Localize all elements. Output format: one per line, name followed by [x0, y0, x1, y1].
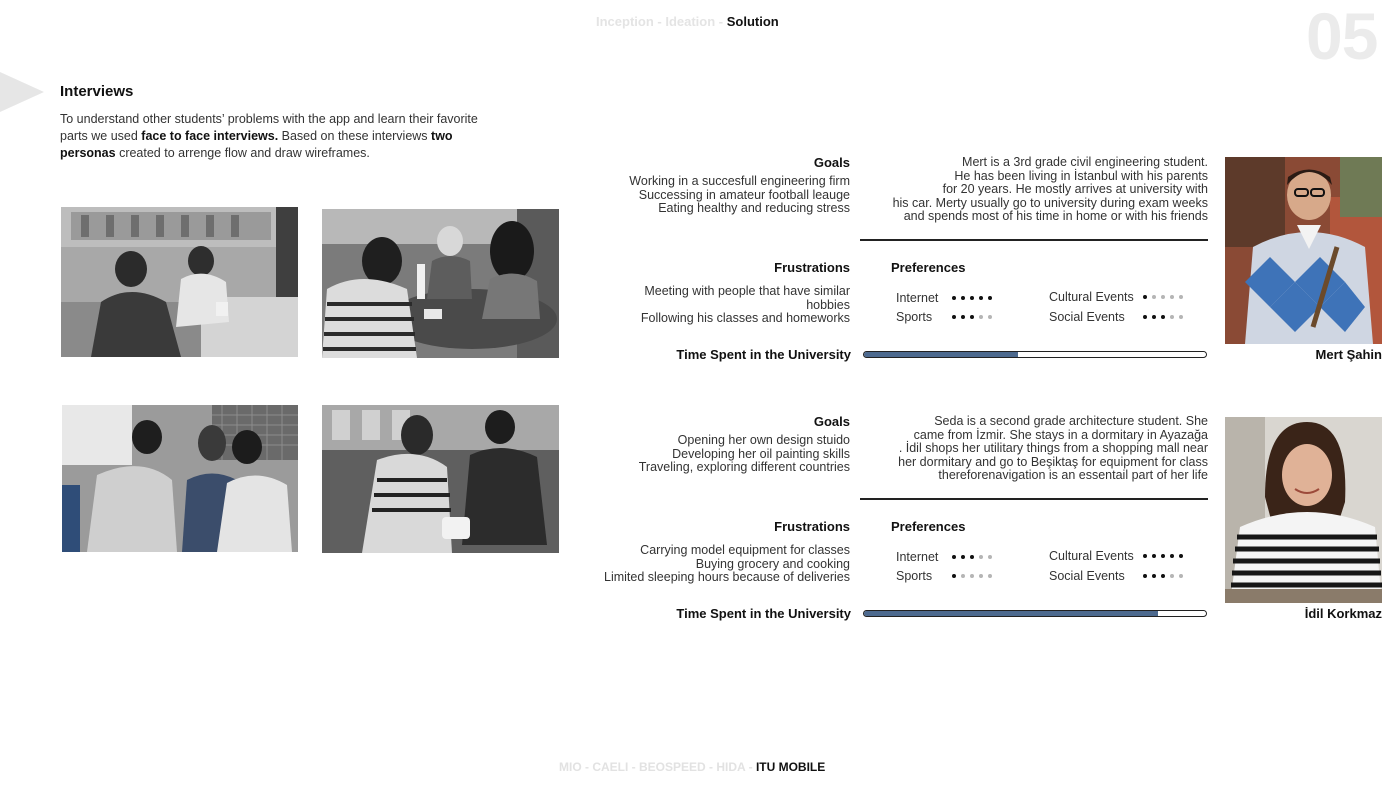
persona-2-divider [860, 498, 1208, 500]
rating-dot-empty [1179, 574, 1183, 578]
rating-dots [952, 574, 992, 578]
goal-item: Traveling, exploring different countries [638, 460, 850, 475]
goal-item: Working in a succesfull engineering firm [629, 174, 850, 188]
interview-photo-3 [62, 405, 298, 552]
persona-1-pref-social [1049, 310, 1183, 324]
persona-2-photo [1225, 417, 1382, 603]
pref-label: Social Events [1049, 569, 1125, 583]
pref-label: Social Events [1049, 310, 1125, 324]
rating-dot-filled [961, 296, 965, 300]
breadcrumb-separator: - [653, 14, 666, 29]
bio-line: He has been living in İstanbul with his parents [954, 168, 1208, 183]
frustration-item: Meeting with people that have similar [644, 284, 850, 298]
rating-dot-filled [1161, 315, 1165, 319]
rating-dot-filled [1161, 554, 1165, 558]
bio-line: and spends most of his time in home or with his friends [903, 209, 1208, 224]
persona-1-time-label: Time Spent in the University [676, 347, 851, 362]
pref-label: Sports [896, 310, 933, 324]
breadcrumb-separator: - [715, 14, 727, 29]
nav-separator: - [745, 760, 756, 774]
frustration-item: hobbies [806, 297, 850, 312]
rating-dot-filled [1143, 554, 1147, 558]
rating-dots [1143, 295, 1183, 299]
rating-dots [1143, 554, 1183, 558]
bio-line: thereforenavigation is an essentail part of her life [938, 468, 1208, 483]
pref-label: Cultural Events [1049, 549, 1134, 563]
rating-dot-empty [979, 574, 983, 578]
rating-dot-filled [1179, 554, 1183, 558]
project-link-caeli[interactable]: CAELI [592, 760, 629, 774]
breadcrumb [596, 14, 779, 29]
goal-item: Successing in amateur football leauge [638, 187, 850, 202]
bio-line: Mert is a 3rd grade civil engineering student. [962, 155, 1208, 169]
rating-dot-filled [970, 315, 974, 319]
rating-dot-filled [1143, 295, 1147, 299]
time-bar-fill [864, 611, 1158, 616]
persona-2-pref-sports [896, 569, 992, 583]
intro-emphasis: face to face interviews. [141, 129, 279, 143]
rating-dot-filled [961, 315, 965, 319]
pref-label: Internet [896, 550, 939, 564]
goal-item: Developing her oil painting skills [672, 446, 850, 461]
rating-dot-filled [961, 555, 965, 559]
persona-2-goals-label: Goals [813, 414, 850, 429]
nav-separator: - [705, 760, 717, 774]
rating-dots [1143, 574, 1183, 578]
persona-1-photo [1225, 157, 1382, 344]
rating-dot-filled [952, 315, 956, 319]
rating-dot-empty [988, 574, 992, 578]
intro-text: created to arrenge flow and draw wireframes. [115, 146, 370, 160]
persona-1-frustrations-list [641, 285, 850, 326]
persona-1-pref-sports [896, 310, 992, 324]
rating-dot-filled [1143, 315, 1147, 319]
rating-dot-filled [988, 296, 992, 300]
rating-dots [1143, 315, 1183, 319]
rating-dot-filled [979, 296, 983, 300]
persona-2-pref-cultural [1049, 549, 1183, 563]
breadcrumb-inception[interactable]: Inception [596, 14, 654, 29]
bio-line: came from İzmir. She stays in a dormitary in Ayazağa [913, 427, 1208, 442]
rating-dot-empty [1152, 295, 1156, 299]
rating-dot-empty [1161, 295, 1165, 299]
breadcrumb-ideation[interactable]: Ideation [665, 14, 716, 29]
section-marker-triangle [0, 72, 44, 112]
rating-dot-filled [1161, 574, 1165, 578]
bio-line: Seda is a second grade architecture student. She [934, 414, 1208, 428]
persona-2-preferences-label: Preferences [891, 519, 966, 534]
rating-dot-filled [1143, 574, 1147, 578]
rating-dot-empty [1170, 295, 1174, 299]
rating-dot-filled [952, 296, 956, 300]
persona-1-time-bar [863, 351, 1207, 358]
persona-2-bio [898, 415, 1208, 483]
project-link-hida[interactable]: HIDA [716, 760, 746, 774]
persona-1-divider [860, 239, 1208, 241]
rating-dot-empty [970, 574, 974, 578]
pref-label: Internet [896, 291, 939, 305]
frustration-item: Carrying model equipment for classes [640, 543, 850, 557]
rating-dot-empty [988, 555, 992, 559]
rating-dot-empty [1170, 574, 1174, 578]
rating-dots [952, 555, 992, 559]
rating-dot-empty [1170, 315, 1174, 319]
persona-1-goals-list [629, 175, 850, 216]
rating-dot-filled [1152, 574, 1156, 578]
persona-1-frustrations-label: Frustrations [774, 260, 850, 275]
persona-2-pref-social [1049, 569, 1183, 583]
intro-text: To understand other students’ problems with the app and learn their favorite parts we used [60, 112, 478, 143]
page-number: 05 [1306, 0, 1378, 73]
rating-dot-filled [970, 296, 974, 300]
persona-2-pref-internet [896, 550, 992, 564]
rating-dots [952, 315, 992, 319]
project-link-itu-mobile[interactable]: ITU MOBILE [755, 760, 826, 774]
rating-dot-filled [952, 555, 956, 559]
persona-2-name: İdil Korkmaz [1304, 606, 1382, 621]
bio-line: her dormitary and go to Beşiktaş for equipment for class [898, 454, 1208, 469]
rating-dots [952, 296, 992, 300]
persona-1-pref-cultural [1049, 290, 1183, 304]
bio-line: . İdil shops her utilitary things from a shopping mall near [898, 441, 1208, 456]
interview-photo-2 [322, 209, 559, 358]
rating-dot-filled [1152, 554, 1156, 558]
interview-photo-4 [322, 405, 559, 553]
persona-1-pref-internet [896, 291, 992, 305]
rating-dot-empty [1179, 295, 1183, 299]
frustration-item: Following his classes and homeworks [640, 311, 850, 326]
rating-dot-filled [1170, 554, 1174, 558]
persona-2-time-label: Time Spent in the University [676, 606, 851, 621]
pref-label: Sports [896, 569, 933, 583]
persona-1-preferences-label: Preferences [891, 260, 966, 275]
intro-emphasis: two personas [60, 129, 453, 160]
rating-dot-filled [1152, 315, 1156, 319]
persona-1-goals-label: Goals [813, 155, 850, 170]
project-link-beospeed[interactable]: BEOSPEED [639, 760, 706, 774]
nav-separator: - [581, 760, 593, 774]
interview-photo-1 [61, 207, 298, 357]
rating-dot-empty [979, 315, 983, 319]
persona-2-frustrations-label: Frustrations [774, 519, 850, 534]
persona-2-goals-list [639, 434, 850, 475]
goal-item: Eating healthy and reducing stress [658, 201, 850, 216]
section-title: Interviews [60, 83, 134, 100]
bio-line: his car. Merty usually go to university during exam weeks [892, 195, 1208, 210]
rating-dot-empty [988, 315, 992, 319]
nav-separator: - [628, 760, 640, 774]
rating-dot-empty [961, 574, 965, 578]
intro-paragraph [60, 111, 500, 162]
persona-1-bio [893, 156, 1208, 224]
pref-label: Cultural Events [1049, 290, 1134, 304]
rating-dot-filled [952, 574, 956, 578]
project-link-mio[interactable]: MIO [559, 760, 582, 774]
rating-dot-filled [970, 555, 974, 559]
project-nav [559, 760, 825, 774]
bio-line: for 20 years. He mostly arrives at university with [942, 182, 1208, 197]
persona-1-name: Mert Şahin [1315, 347, 1382, 362]
persona-2-frustrations-list [604, 544, 850, 585]
persona-2-time-bar [863, 610, 1207, 617]
intro-text: Based on these interviews [278, 129, 432, 143]
rating-dot-empty [979, 555, 983, 559]
rating-dot-empty [1179, 315, 1183, 319]
frustration-item: Limited sleeping hours because of deliveries [604, 570, 850, 585]
breadcrumb-solution[interactable]: Solution [726, 14, 779, 29]
goal-item: Opening her own design stuido [677, 433, 850, 447]
time-bar-fill [864, 352, 1018, 357]
frustration-item: Buying grocery and cooking [695, 556, 850, 571]
